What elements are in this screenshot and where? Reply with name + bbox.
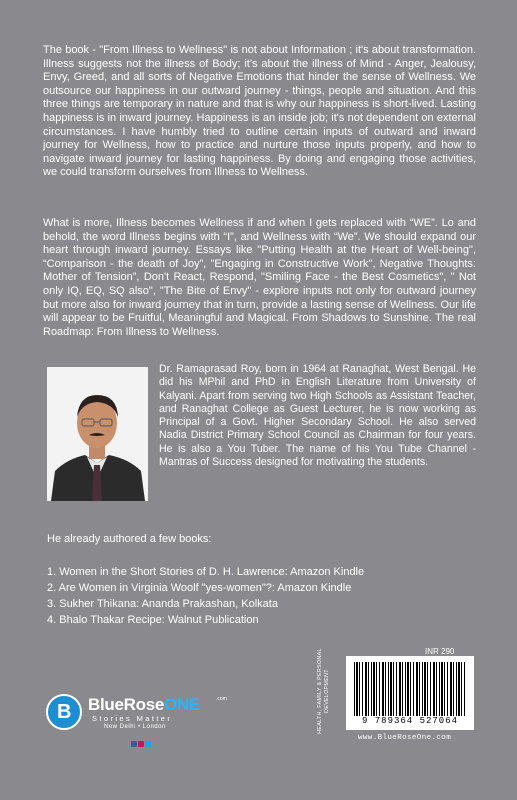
blurb-paragraph-1: The book - "From Illness to Wellness" is not about Information ; it's about transformation. Illness suggests not the illness of Body; it's about the illness of Mind - Anger, Jealousy, Envy, Greed, and all sorts of Negative Emotions that hinder the sense of Wellness. We outsource our happiness in our outward journey - things, people and situation. And this three things are temporary in nature and that is why our happiness is short-lived. Lasting happiness is in inward journey. Happiness is an inside job; it's not dependent on external circumstances. I have humbly tried to outline certain inputs of outward and inward journey for Wellness, how to practice and nurture those inputs properly, and how to navigate inward journey for lasting happiness. By doing and engaging those activities, we could transform ourselves from Illness to Wellness. [43,44,476,179]
list-item: 1. Women in the Short Stories of D. H. Lawrence: Amazon Kindle [47,566,365,578]
list-item: 4. Bhalo Thakar Recipe: Walnut Publication [47,614,259,626]
list-item: 3. Sukher Thikana: Ananda Prakashan, Kolkata [47,598,278,610]
facebook-icon [131,741,137,747]
barcode-bars [354,662,466,716]
publisher-name: BlueRoseONE [88,695,200,714]
isbn-barcode [346,656,474,730]
publisher-logo-icon: B [46,694,82,730]
books-intro: He already authored a few books: [47,533,212,545]
publisher-website: www.BlueRoseOne.com [358,734,452,742]
publisher-cities: New Delhi • London [104,724,166,730]
instagram-icon [138,741,144,747]
isbn-number: 9 789364 527064 [361,716,458,726]
author-bio: Dr. Ramaprasad Roy, born in 1964 at Ranaghat, West Bengal. He did his MPhil and PhD in English Literature from University of Kalyani. Apart from serving two High Schools as Assistant Teacher, and Ranaghat College as Guest Lecturer, he is now working as Principal of a Govt. Higher Secondary School. He also served Nadia District Primary School Council as Chairman for four years. He is also a You Tuber. The name of his You Tube Channel - Mantras of Success designed for motivating the students. [159,363,476,469]
books-list [47,564,364,628]
author-portrait-image [47,367,148,501]
blurb-paragraph-2: What is more, Illness becomes Wellness if and when I gets replaced with “WE”. Lo and behold, the word Illness begins with “I”, and Wellness with “We”. We should expand our heart through inward journey. Essays like "Putting Health at the Heart of Well-being", “Comparison - the death of Joy”, "Engaging in Constructive Work", Negative Thoughts: Mother of Tension”, Don't React, Respond, "Smiling Face - the Best Cosmetics", " Not only IQ, EQ, SQ also", "The Bite of Envy" - explore inputs not only for outward journey but more also for inward journey that in turn, provide a lasting sense of Wellness. Our life will appear to be Fruitful, Meaningful and Magical. From Shadows to Sunshine. The real Roadmap: From Illness to Wellness. [43,217,476,338]
price-label: INR 290 [425,647,455,656]
list-item: 2. Are Women in Virginia Woolf "yes-women"?: Amazon Kindle [47,582,352,594]
twitter-icon [145,741,151,747]
author-photo [47,367,148,501]
social-icons [131,734,155,741]
publisher-logo [46,690,246,750]
genre-label: HEALTH, FAMILY & PERSONAL DEVELOPMENT [317,648,330,734]
publisher-domain-suffix: .com [216,696,227,702]
publisher-tagline: Stories Matter [92,714,173,723]
